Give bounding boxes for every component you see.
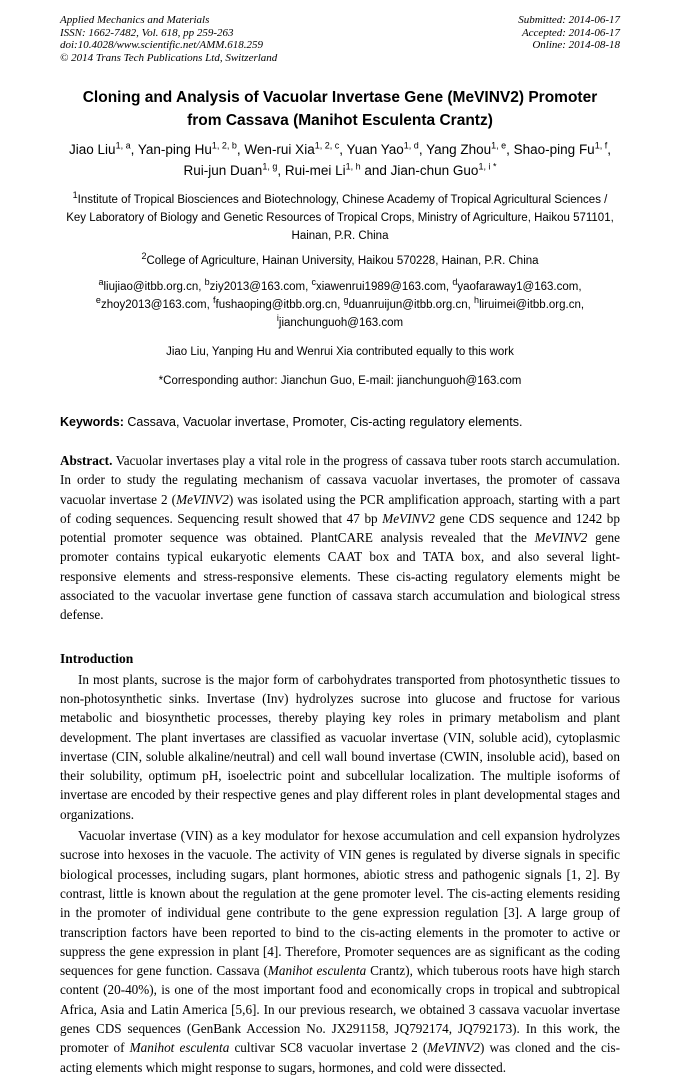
publication-header-right	[518, 14, 620, 64]
keywords-line: Keywords: Cassava, Vacuolar invertase, Promoter, Cis-acting regulatory elements.	[60, 415, 523, 429]
paper-title-line2: from Cassava (Manihot Esculenta Crantz)	[187, 112, 493, 129]
introduction-paragraph-2: Vacuolar invertase (VIN) as a key modulator for hexose accumulation and cell expansion hydrolyzes sucrose into hexoses in the vacuole. The activity of VIN genes is regulated by diverse signals in specific biological processes, including sugars, plant hormones, abiotic stress and pathogenic signals [1, 2]. By contrast, little is known about the regulation at the gene promoter level. The cis-acting elements residing in the promoter of individual gene contribute to the gene expression regulation [3]. A large group of transcription factors have been reported to bind to the cis-acting elements in the promoter to active or suppress the gene expression in plant [4]. Therefore, Promoter sequences are as significant as the coding sequences for gene function. Cassava (Manihot esculenta Crantz), which tuberous roots have high starch content (20-40%), is one of the most important food and economically crops in tropical and subtropical Africa, Asia and Latin America [5,6]. In our previous research, we obtained 3 cassava vacuolar invertase genes CDS sequences (GenBank Accession No. JX291158, JQ792174, JQ792173). In this work, the promoter of Manihot esculenta cultivar SC8 vacuolar invertase 2 (MeVINV2) was cloned and the cis-acting elements which might response to sugars, hormones, and cold were dissected.	[60, 828, 621, 1075]
publication-header	[60, 14, 620, 64]
copyright-line: © 2014 Trans Tech Publications Ltd, Switzerland	[60, 51, 278, 64]
affiliation-1: $^1$Institute of Tropical Biosciences and Biotechnology, Chinese Academy of Tropical Agricultural Sciences / Key Laboratory of Biology and Genetic Resources of Tropical Crops, Ministry of Agriculture, Haikou 571101, Hainan, P.R. China	[66, 190, 614, 242]
journal-name: Applied Mechanics and Materials	[60, 14, 210, 26]
online-date: Online: 2014-08-18	[532, 39, 620, 51]
accepted-date: Accepted: 2014-06-17	[521, 26, 620, 39]
affiliation-2: $^2$College of Agriculture, Hainan University, Haikou 570228, Hainan, P.R. China	[141, 251, 539, 267]
doi-line: doi:10.4028/www.scientific.net/AMM.618.259	[60, 39, 263, 51]
paper-title	[60, 86, 620, 132]
corresponding-author-note: *Corresponding author: Jianchun Guo, E-mail: jianchunguoh@163.com	[158, 375, 522, 387]
publication-header-left	[60, 14, 277, 64]
introduction-paragraph-1: In most plants, sucrose is the major form of carbohydrates transported from photosynthetic tissues to non-photosynthetic sinks. Invertase (Inv) hydrolyzes sucrose into glucose and fructose for various metabolic and biosynthetic processes, thereby playing key roles in primary metabolism and plant development. The plant invertases are classified as vacuolar invertase (VIN, soluble acid), cytoplasmic invertase (CIN, soluble alkaline/neutral) and cell wall bound invertase (CWIN, insoluble acid), based on their solubility, optimum pH, isoelectric point and subcellular localization. The multiple isoforms of invertase are encoded by their respective genes and play different roles in plant developmental stages and organizations.	[60, 671, 620, 822]
author-emails: $^a$liujiao@itbb.org.cn, $^b$ziy2013@163.com, $^c$xiawenrui1989@163.com, $^d$yaofaraway1@163.com, $^e$zhoy2013@163.com, $^f$fushaoping@itbb.org.cn, $^g$duanruijun@itbb.org.cn, $^h$liruimei@itbb.org.cn, $^i$jianchunguoh@163.com	[95, 277, 585, 329]
abstract-paragraph: Abstract. Vacuolar invertases play a vital role in the progress of cassava tuber roots starch accumulation. In order to study the regulating mechanism of cassava vacuolar invertases, the promoter of cassava vacuolar invertase 2 (MeVINV2) was isolated using the PCR amplification approach, starting with a part of coding sequences. Sequencing result showed that 47 bp MeVINV2 gene CDS sequence and 1242 bp potential promoter sequence was obtained. PlantCARE analysis revealed that the MeVINV2 gene promoter contains typical eukaryotic elements CAAT box and TATA box, and also several light-responsive elements and stress-responsive elements. These cis-acting regulatory elements might be associated to the vacuolar invertase gene function of cassava starch accumulation and biological stress defense.	[60, 453, 620, 623]
paper-title-line1: Cloning and Analysis of Vacuolar Invertase Gene (MeVINV2) Promoter	[82, 89, 598, 106]
submitted-date: Submitted: 2014-06-17	[518, 14, 620, 26]
authors-line: Jiao Liu$^{1, a}$, Yan-ping Hu$^{1, 2, b}$, Wen-rui Xia$^{1, 2, c}$, Yuan Yao$^{1, d}$, Yang Zhou$^{1, e}$, Shao-ping Fu$^{1, f}$, Rui-jun Duan$^{1, g}$, Rui-mei Li$^{1, h}$ and Jian-chun Guo$^{1, i *}$	[69, 140, 611, 178]
issn-line: ISSN: 1662-7482, Vol. 618, pp 259-263	[60, 26, 234, 39]
introduction-heading: Introduction	[60, 650, 134, 666]
equal-contribution-note: Jiao Liu, Yanping Hu and Wenrui Xia contributed equally to this work	[166, 346, 514, 358]
